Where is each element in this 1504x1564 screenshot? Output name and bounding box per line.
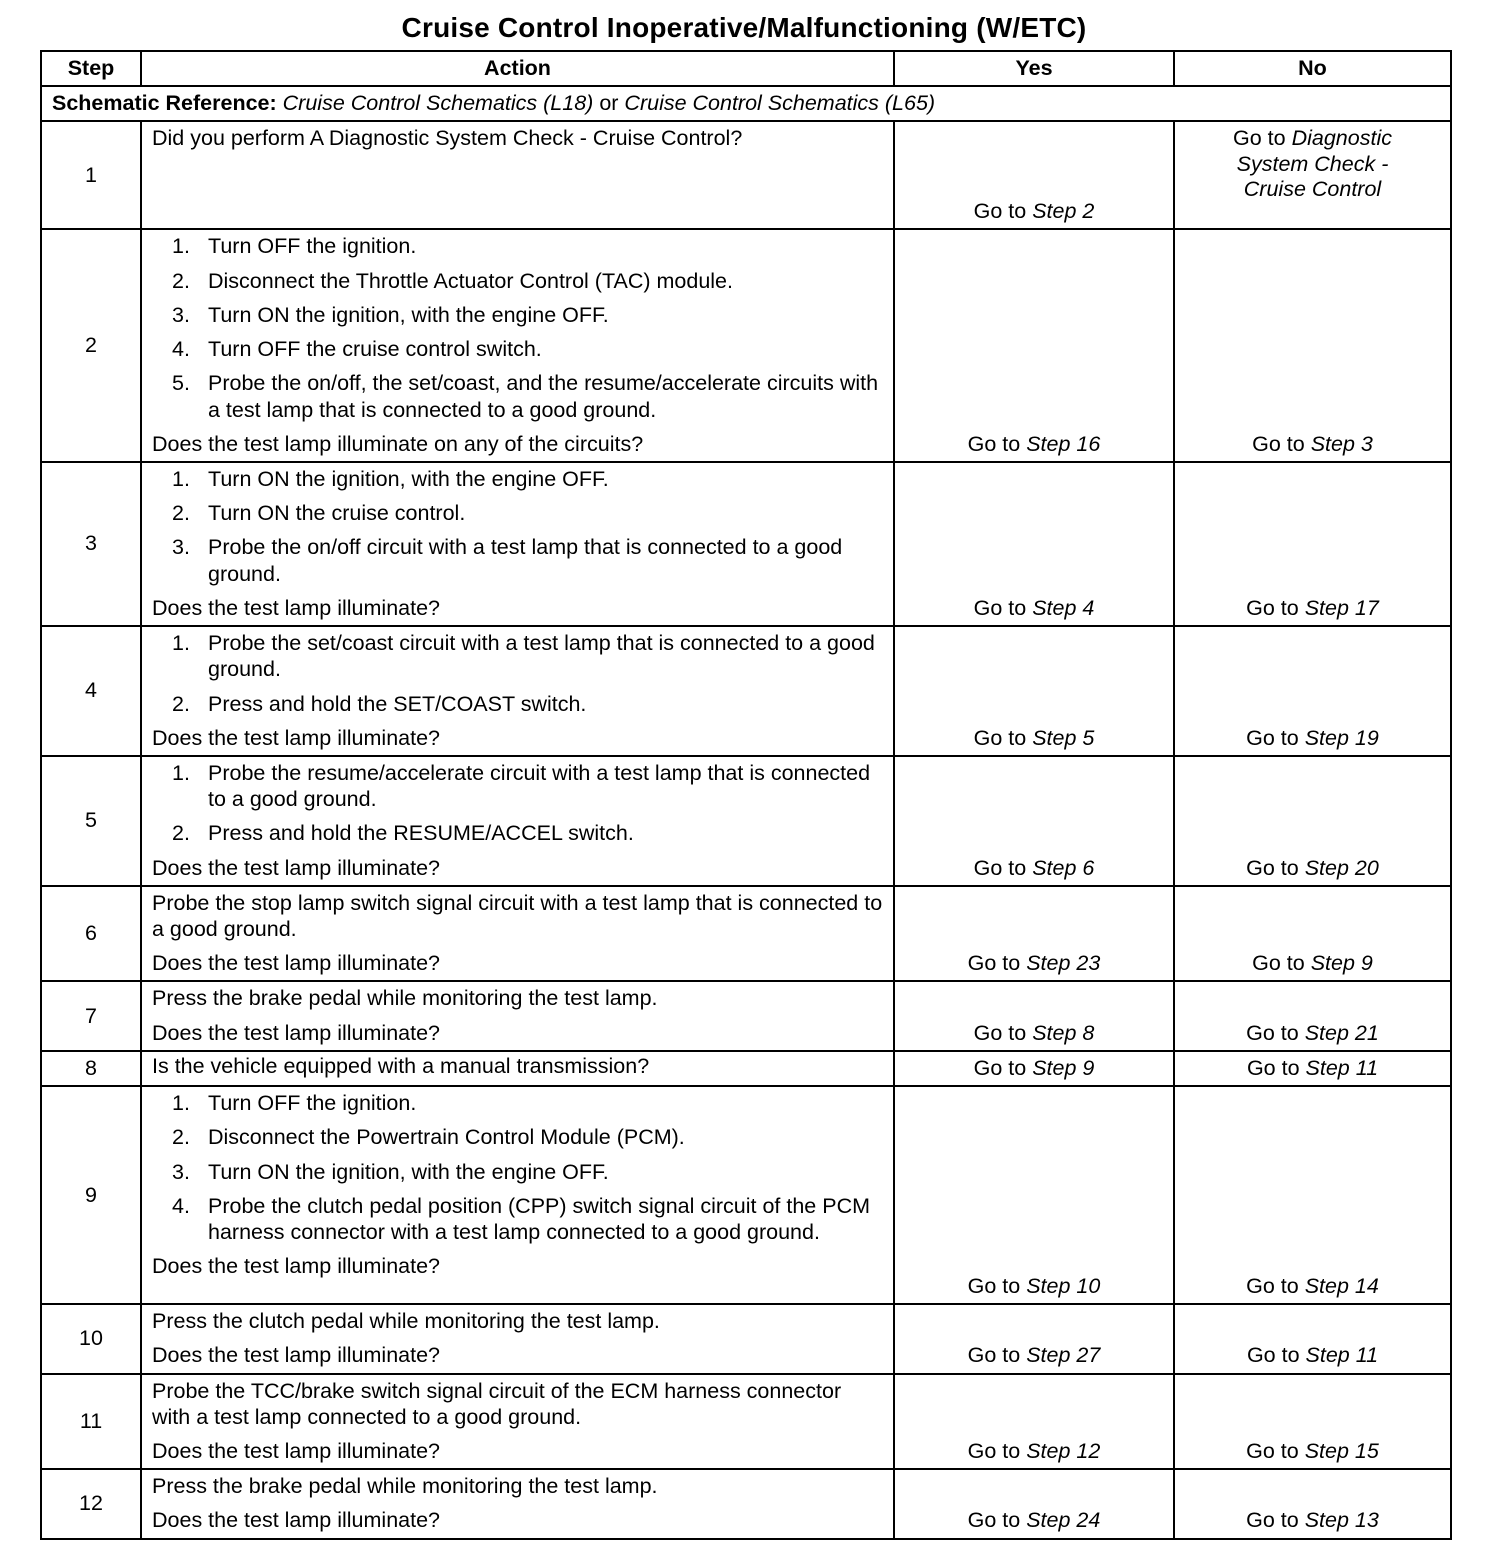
no-target-link[interactable]: Diagnostic System Check - Cruise Control bbox=[1236, 126, 1392, 202]
yes-target-link[interactable]: Step 10 bbox=[1026, 1273, 1101, 1298]
list-item-text: Press and hold the RESUME/ACCEL switch. bbox=[208, 821, 634, 846]
list-item bbox=[152, 268, 883, 294]
list-item-number: 5. bbox=[172, 371, 190, 396]
action-question: Is the vehicle equipped with a manual transmission? bbox=[152, 1054, 650, 1079]
diagnostic-table bbox=[40, 50, 1452, 1540]
go-to-label: Go to bbox=[973, 725, 1027, 750]
yes-cell bbox=[894, 1304, 1174, 1373]
no-target-link[interactable]: Step 11 bbox=[1305, 1056, 1379, 1081]
no-cell bbox=[1174, 1469, 1451, 1538]
action-cell bbox=[141, 462, 894, 626]
go-to-label: Go to bbox=[967, 1273, 1021, 1298]
list-item-number: 4. bbox=[172, 337, 190, 362]
list-item-number: 3. bbox=[172, 302, 190, 327]
table-row bbox=[41, 1304, 1451, 1373]
list-item-number: 2. bbox=[172, 821, 190, 846]
yes-target-link[interactable]: Step 6 bbox=[1032, 855, 1095, 880]
action-question: Does the test lamp illuminate on any of the circuits? bbox=[152, 431, 644, 456]
table-row bbox=[41, 981, 1451, 1050]
list-item bbox=[152, 336, 883, 362]
no-target-link[interactable]: Step 15 bbox=[1304, 1439, 1379, 1463]
list-item bbox=[152, 820, 883, 846]
no-target-link[interactable]: Step 19 bbox=[1304, 725, 1379, 750]
yes-target-link[interactable]: Step 5 bbox=[1032, 725, 1095, 750]
yes-target-link[interactable]: Step 16 bbox=[1026, 431, 1101, 456]
list-item-text: Probe the clutch pedal position (CPP) switch signal circuit of the PCM harness connector with a test lamp connected to a good ground. bbox=[208, 1193, 871, 1244]
header-no: No bbox=[1174, 51, 1451, 86]
go-to-label: Go to bbox=[1246, 1439, 1299, 1463]
step-number: 8 bbox=[41, 1051, 141, 1086]
action-question: Does the test lamp illuminate? bbox=[152, 1343, 441, 1368]
list-item bbox=[152, 760, 883, 812]
action-cell bbox=[141, 1304, 894, 1373]
list-item-number: 1. bbox=[172, 234, 190, 259]
go-to-label: Go to bbox=[1233, 126, 1286, 151]
list-item bbox=[152, 1090, 883, 1116]
schematic-ref-l65: Cruise Control Schematics (L65) bbox=[624, 91, 936, 116]
action-text: Probe the TCC/brake switch signal circuit of the ECM harness connector with a test lamp connected to a good ground. bbox=[152, 1378, 842, 1429]
no-cell bbox=[1174, 1374, 1451, 1470]
list-item-number: 1. bbox=[172, 760, 190, 785]
go-to-label: Go to bbox=[973, 1020, 1027, 1045]
go-to-label: Go to bbox=[967, 1508, 1021, 1533]
no-cell bbox=[1174, 462, 1451, 626]
yes-cell bbox=[894, 1051, 1174, 1086]
step-number: 11 bbox=[41, 1374, 141, 1470]
list-item-text: Turn OFF the cruise control switch. bbox=[208, 337, 542, 362]
action-question: Does the test lamp illuminate? bbox=[152, 725, 441, 750]
yes-cell bbox=[894, 1469, 1174, 1538]
step-number: 7 bbox=[41, 981, 141, 1050]
list-item bbox=[152, 302, 883, 328]
list-item-number: 1. bbox=[172, 631, 190, 656]
no-cell bbox=[1174, 229, 1451, 462]
step-number: 4 bbox=[41, 626, 141, 756]
go-to-label: Go to bbox=[1246, 855, 1299, 880]
table-row bbox=[41, 626, 1451, 756]
list-item bbox=[152, 1193, 883, 1245]
go-to-label: Go to bbox=[967, 951, 1021, 976]
list-item bbox=[152, 233, 883, 259]
action-steps-list bbox=[152, 1090, 883, 1245]
schematic-or: or bbox=[599, 91, 619, 116]
no-target-link[interactable]: Step 21 bbox=[1304, 1020, 1379, 1045]
table-row bbox=[41, 756, 1451, 886]
list-item bbox=[152, 370, 883, 422]
action-cell bbox=[141, 1374, 894, 1470]
action-cell bbox=[141, 1469, 894, 1538]
go-to-label: Go to bbox=[1246, 1273, 1299, 1298]
no-target-link[interactable]: Step 17 bbox=[1304, 595, 1379, 620]
yes-cell bbox=[894, 462, 1174, 626]
list-item-text: Probe the set/coast circuit with a test lamp that is connected to a good ground. bbox=[208, 631, 875, 682]
action-cell bbox=[141, 886, 894, 982]
action-text: Press the clutch pedal while monitoring the test lamp. bbox=[152, 1309, 660, 1334]
list-item-text: Probe the resume/accelerate circuit with a test lamp that is connected to a good ground. bbox=[208, 760, 871, 812]
table-row bbox=[41, 1086, 1451, 1304]
list-item-number: 2. bbox=[172, 268, 190, 293]
list-item-text: Press and hold the SET/COAST switch. bbox=[208, 691, 587, 716]
header-action: Action bbox=[141, 51, 894, 86]
action-question: Does the test lamp illuminate? bbox=[152, 855, 441, 880]
no-cell bbox=[1174, 626, 1451, 756]
list-item-text: Probe the on/off, the set/coast, and the resume/accelerate circuits with a test lamp that is connected to a good ground. bbox=[208, 371, 879, 422]
schematic-ref-l18: Cruise Control Schematics (L18) bbox=[282, 91, 594, 116]
go-to-label: Go to bbox=[973, 199, 1027, 224]
no-cell bbox=[1174, 756, 1451, 886]
list-item bbox=[152, 630, 883, 682]
step-number: 2 bbox=[41, 229, 141, 462]
table-row bbox=[41, 1051, 1451, 1086]
action-cell bbox=[141, 1051, 894, 1086]
list-item-text: Turn ON the ignition, with the engine OFF. bbox=[208, 1159, 609, 1184]
list-item-text: Disconnect the Powertrain Control Module (PCM). bbox=[208, 1125, 685, 1150]
list-item bbox=[152, 466, 883, 492]
no-target-link[interactable]: Step 13 bbox=[1304, 1508, 1379, 1533]
go-to-label: Go to bbox=[1246, 1343, 1300, 1368]
list-item-text: Disconnect the Throttle Actuator Control (TAC) module. bbox=[208, 268, 733, 293]
action-cell bbox=[141, 756, 894, 886]
yes-target-link[interactable]: Step 27 bbox=[1026, 1343, 1101, 1368]
list-item-text: Turn ON the cruise control. bbox=[208, 501, 466, 526]
no-target-link[interactable]: Step 3 bbox=[1310, 431, 1373, 456]
no-target-link[interactable]: Step 14 bbox=[1304, 1273, 1379, 1298]
no-cell bbox=[1174, 981, 1451, 1050]
list-item-number: 3. bbox=[172, 535, 190, 560]
list-item-text: Turn OFF the ignition. bbox=[208, 1091, 417, 1116]
step-number: 10 bbox=[41, 1304, 141, 1373]
list-item-number: 1. bbox=[172, 1091, 190, 1116]
yes-cell bbox=[894, 981, 1174, 1050]
page-title: Cruise Control Inoperative/Malfunctioning (W/ETC) bbox=[401, 12, 1087, 43]
action-cell bbox=[141, 1086, 894, 1304]
yes-target-link[interactable]: Step 4 bbox=[1032, 595, 1095, 620]
action-question: Does the test lamp illuminate? bbox=[152, 1508, 441, 1533]
table-row bbox=[41, 1374, 1451, 1470]
list-item-number: 4. bbox=[172, 1193, 190, 1218]
no-cell bbox=[1174, 1086, 1451, 1304]
go-to-label: Go to bbox=[1246, 595, 1299, 620]
list-item-text: Turn ON the ignition, with the engine OFF. bbox=[208, 302, 609, 327]
yes-cell bbox=[894, 121, 1174, 229]
table-row bbox=[41, 1469, 1451, 1538]
go-to-label: Go to bbox=[967, 1439, 1021, 1463]
table-row bbox=[41, 462, 1451, 626]
go-to-label: Go to bbox=[1246, 725, 1299, 750]
no-cell bbox=[1174, 1051, 1451, 1086]
list-item-text: Turn OFF the ignition. bbox=[208, 234, 417, 259]
go-to-label: Go to bbox=[973, 1056, 1027, 1081]
action-cell bbox=[141, 121, 894, 229]
go-to-label: Go to bbox=[1246, 1020, 1299, 1045]
yes-cell bbox=[894, 886, 1174, 982]
action-cell bbox=[141, 626, 894, 756]
list-item-number: 3. bbox=[172, 1159, 190, 1184]
action-steps-list bbox=[152, 466, 883, 587]
schematic-label: Schematic Reference: bbox=[52, 91, 277, 116]
list-item bbox=[152, 534, 883, 586]
list-item-text: Probe the on/off circuit with a test lamp that is connected to a good ground. bbox=[208, 535, 843, 586]
yes-cell bbox=[894, 229, 1174, 462]
yes-cell bbox=[894, 756, 1174, 886]
header-yes: Yes bbox=[894, 51, 1174, 86]
yes-target-link[interactable]: Step 24 bbox=[1026, 1508, 1101, 1533]
action-steps-list bbox=[152, 233, 883, 422]
table-row bbox=[41, 121, 1451, 229]
table-row bbox=[41, 886, 1451, 982]
action-question: Does the test lamp illuminate? bbox=[152, 1439, 441, 1463]
yes-target-link[interactable]: Step 8 bbox=[1032, 1020, 1095, 1045]
no-target-link[interactable]: Step 11 bbox=[1305, 1343, 1379, 1368]
go-to-label: Go to bbox=[1252, 431, 1305, 456]
yes-target-link[interactable]: Step 23 bbox=[1026, 951, 1101, 976]
header-step: Step bbox=[41, 51, 141, 86]
list-item bbox=[152, 1124, 883, 1150]
yes-target-link[interactable]: Step 2 bbox=[1032, 199, 1095, 224]
no-cell bbox=[1174, 1304, 1451, 1373]
no-cell bbox=[1174, 886, 1451, 982]
step-number: 12 bbox=[41, 1469, 141, 1538]
yes-target-link[interactable]: Step 9 bbox=[1032, 1056, 1095, 1081]
no-target-link[interactable]: Step 20 bbox=[1304, 855, 1379, 880]
list-item bbox=[152, 1159, 883, 1185]
step-number: 9 bbox=[41, 1086, 141, 1304]
go-to-label: Go to bbox=[1246, 1508, 1299, 1533]
step-number: 5 bbox=[41, 756, 141, 886]
list-item-number: 1. bbox=[172, 466, 190, 491]
action-text: Press the brake pedal while monitoring the test lamp. bbox=[152, 1474, 658, 1499]
yes-cell bbox=[894, 1086, 1174, 1304]
go-to-label: Go to bbox=[1252, 951, 1305, 976]
yes-target-link[interactable]: Step 12 bbox=[1026, 1439, 1101, 1463]
action-steps-list bbox=[152, 760, 883, 847]
go-to-label: Go to bbox=[967, 431, 1021, 456]
header-row bbox=[41, 51, 1451, 86]
go-to-label: Go to bbox=[1246, 1056, 1300, 1081]
yes-cell bbox=[894, 626, 1174, 756]
action-text: Press the brake pedal while monitoring the test lamp. bbox=[152, 986, 658, 1011]
step-number: 1 bbox=[41, 121, 141, 229]
go-to-label: Go to bbox=[973, 595, 1027, 620]
action-question: Does the test lamp illuminate? bbox=[152, 1254, 441, 1279]
table-row bbox=[41, 229, 1451, 462]
schematic-reference bbox=[41, 86, 1451, 121]
action-question: Does the test lamp illuminate? bbox=[152, 951, 441, 976]
list-item-number: 2. bbox=[172, 691, 190, 716]
list-item-text: Turn ON the ignition, with the engine OFF. bbox=[208, 466, 609, 491]
go-to-label: Go to bbox=[967, 1343, 1021, 1368]
no-target-link[interactable]: Step 9 bbox=[1310, 951, 1373, 976]
step-number: 3 bbox=[41, 462, 141, 626]
schematic-reference-row bbox=[41, 86, 1451, 121]
go-to-label: Go to bbox=[973, 855, 1027, 880]
action-cell bbox=[141, 981, 894, 1050]
step-number: 6 bbox=[41, 886, 141, 982]
list-item bbox=[152, 500, 883, 526]
list-item bbox=[152, 691, 883, 717]
list-item-number: 2. bbox=[172, 501, 190, 526]
action-steps-list bbox=[152, 630, 883, 717]
action-cell bbox=[141, 229, 894, 462]
action-question: Does the test lamp illuminate? bbox=[152, 595, 441, 620]
action-question: Does the test lamp illuminate? bbox=[152, 1020, 441, 1045]
no-cell bbox=[1174, 121, 1451, 229]
action-text: Did you perform A Diagnostic System Check - Cruise Control? bbox=[152, 126, 743, 151]
yes-cell bbox=[894, 1374, 1174, 1470]
list-item-number: 2. bbox=[172, 1125, 190, 1150]
action-text: Probe the stop lamp switch signal circuit with a test lamp that is connected to a good ground. bbox=[152, 890, 883, 942]
